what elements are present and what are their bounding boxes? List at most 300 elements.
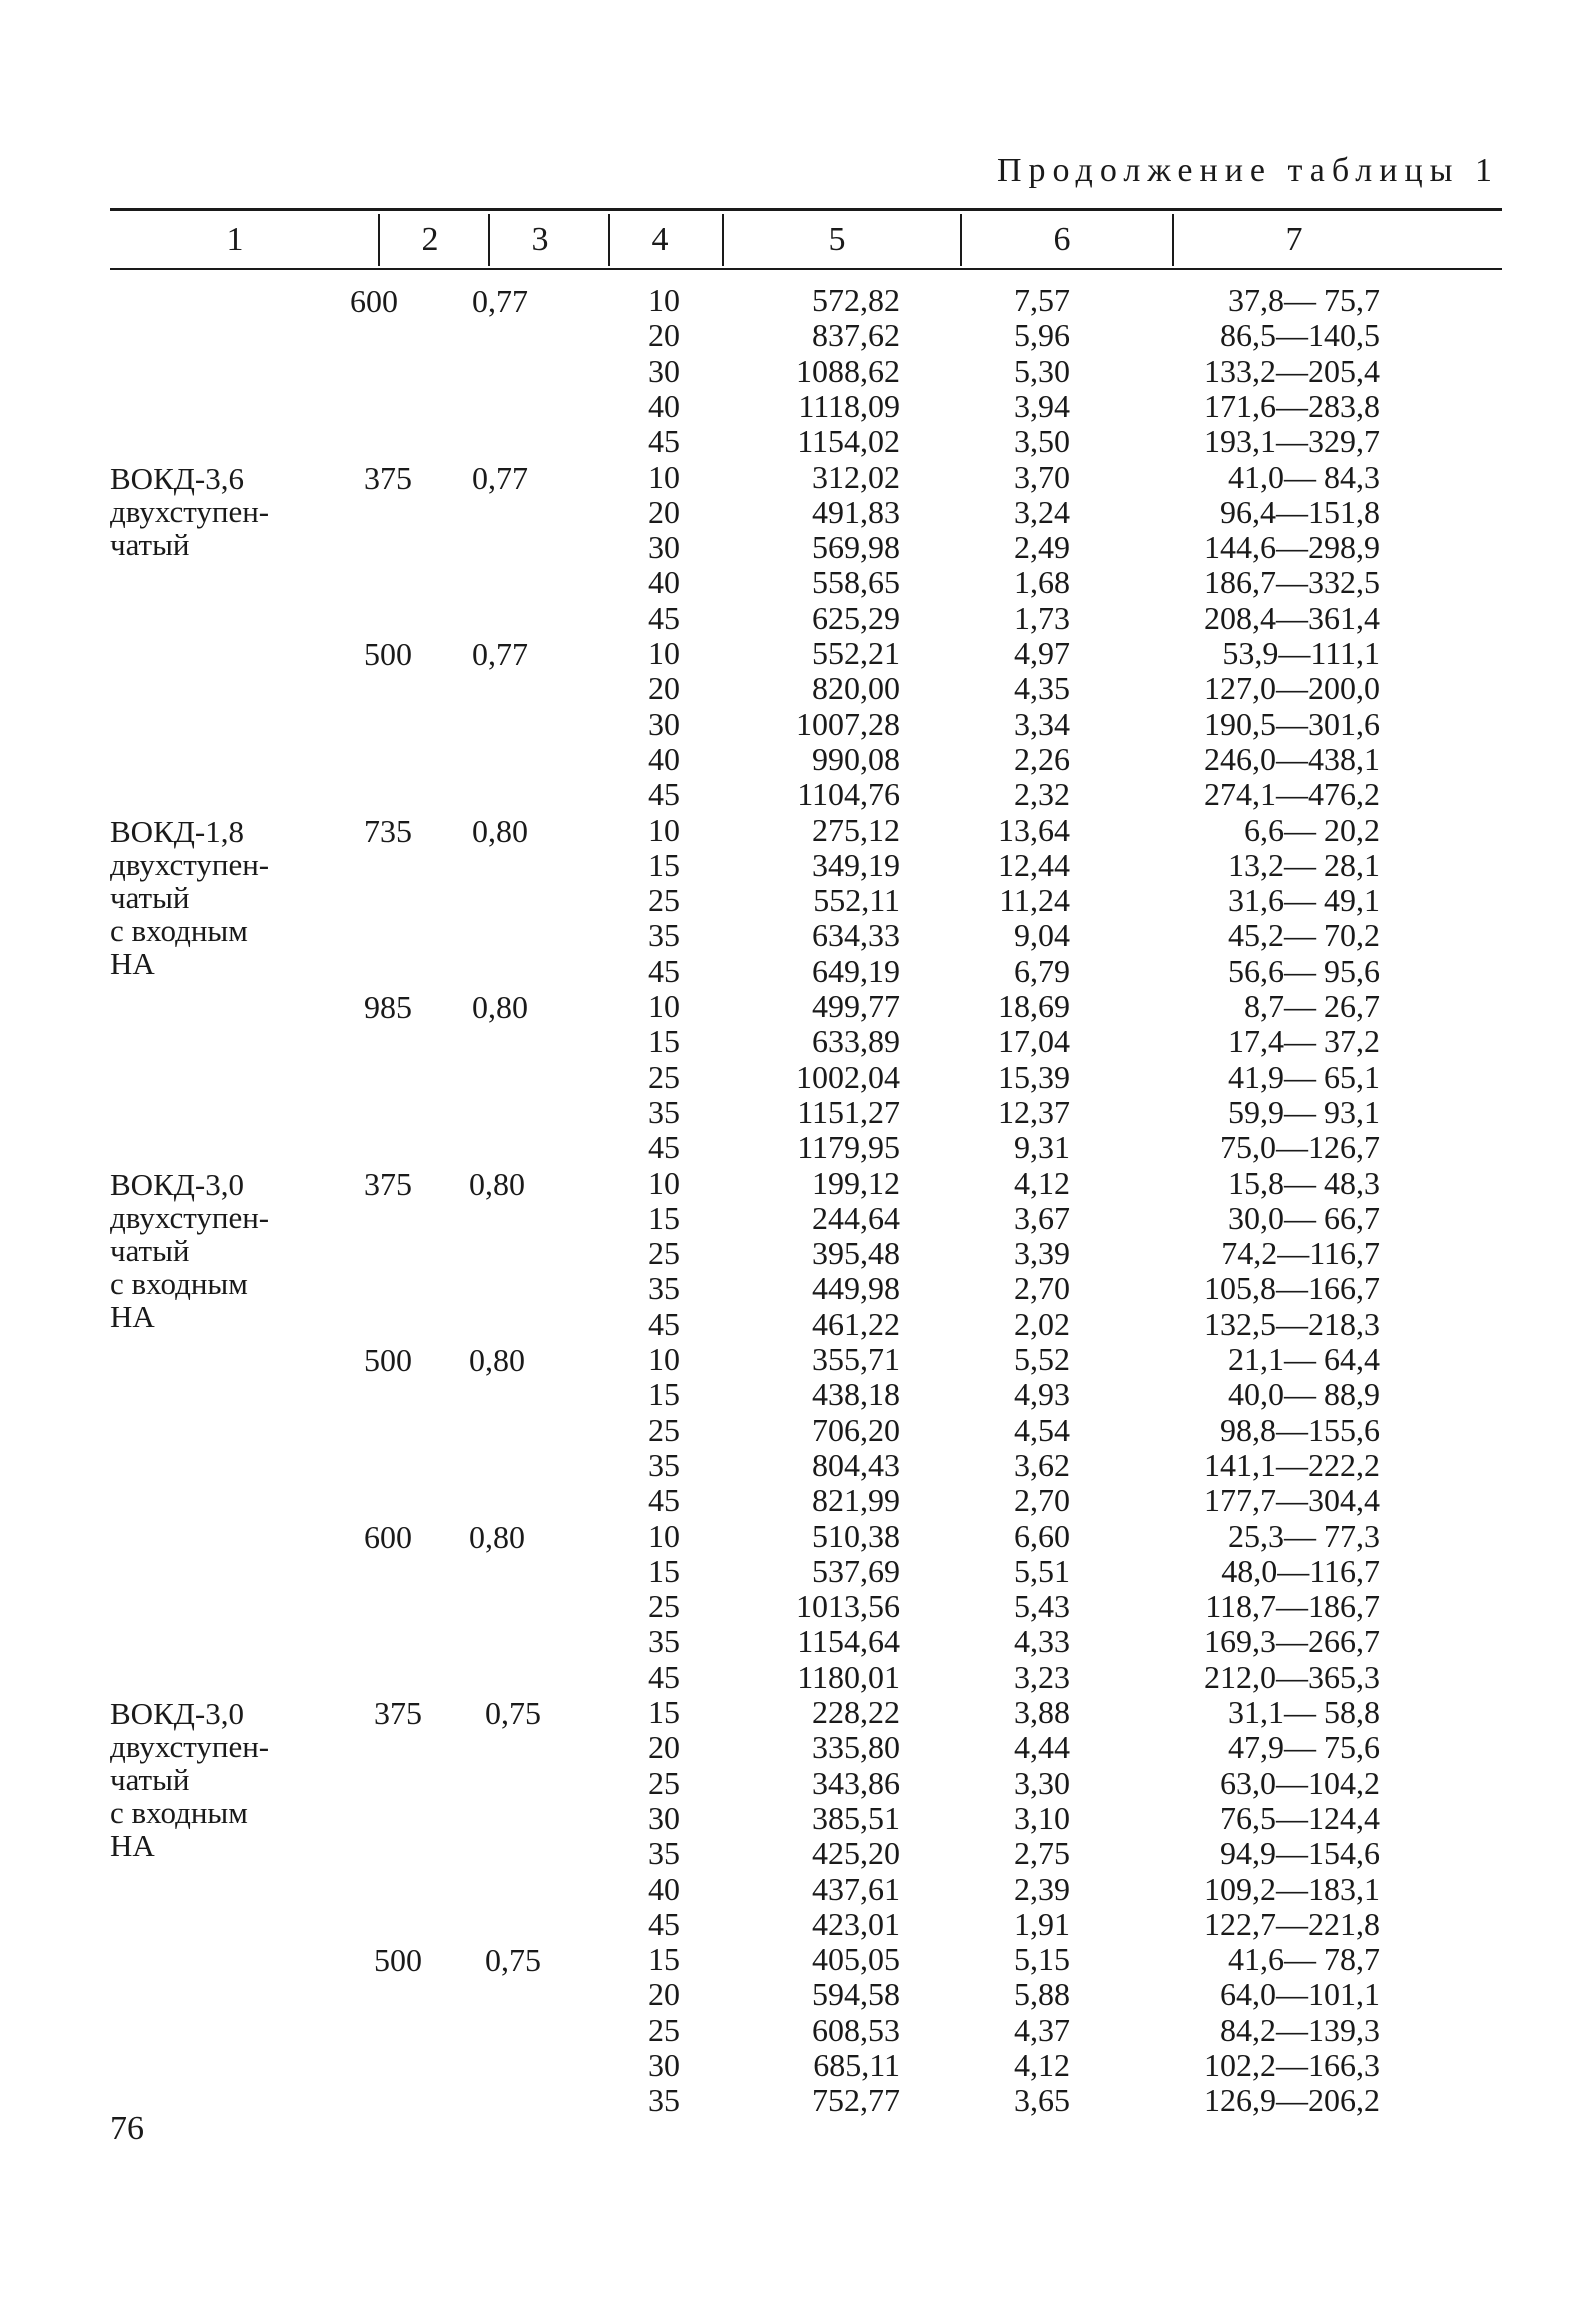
cell-col4: 25 (648, 1411, 680, 1448)
cell-col4: 40 (648, 1870, 680, 1907)
cell-col6: 1,91 (1014, 1905, 1070, 1942)
table-row (0, 318, 1595, 353)
table-row (0, 742, 1595, 777)
cell-col6: 1,73 (1014, 599, 1070, 636)
table-row (0, 424, 1595, 459)
col2-value: 600 (364, 1518, 412, 1555)
cell-col5: 558,65 (812, 564, 900, 601)
cell-col7: 126,9—206,2 (1204, 2082, 1380, 2119)
cell-col4: 10 (648, 988, 680, 1024)
cell-col7: 25,3— 77,3 (1228, 1517, 1380, 1554)
table-row (0, 777, 1595, 812)
table-row (0, 1271, 1595, 1306)
cell-col6: 4,12 (1014, 2047, 1070, 2083)
table-row (0, 1519, 1595, 1554)
cell-col6: 2,39 (1014, 1870, 1070, 1907)
table-row (0, 354, 1595, 389)
cell-col7: 171,6—283,8 (1204, 387, 1380, 424)
cell-col7: 141,1—222,2 (1204, 1446, 1380, 1483)
table-row (0, 671, 1595, 706)
table-row (0, 636, 1595, 671)
cell-col5: 537,69 (812, 1552, 900, 1589)
cell-col7: 132,5—218,3 (1204, 1305, 1380, 1342)
cell-col6: 5,43 (1014, 1588, 1070, 1625)
cell-col4: 30 (648, 1799, 680, 1836)
equipment-name-line: НА (110, 1828, 155, 1863)
cell-col4: 40 (648, 564, 680, 601)
cell-col6: 5,51 (1014, 1552, 1070, 1589)
cell-col7: 41,0— 84,3 (1228, 458, 1380, 495)
cell-col5: 199,12 (812, 1164, 900, 1201)
cell-col7: 122,7—221,8 (1204, 1905, 1380, 1942)
cell-col5: 228,22 (812, 1694, 900, 1730)
table-row (0, 848, 1595, 883)
equipment-name-line: ВОКД-3,6 (110, 460, 244, 496)
cell-col6: 3,30 (1014, 1764, 1070, 1801)
cell-col5: 1007,28 (796, 705, 900, 742)
table-row (0, 989, 1595, 1024)
cell-col7: 208,4—361,4 (1204, 599, 1380, 636)
cell-col5: 461,22 (812, 1305, 900, 1342)
table-row (0, 918, 1595, 953)
cell-col6: 6,79 (1014, 952, 1070, 989)
cell-col6: 4,44 (1014, 1729, 1070, 1766)
cell-col7: 21,1— 64,4 (1228, 1341, 1380, 1377)
table-row (0, 2048, 1595, 2083)
cell-col7: 75,0—126,7 (1220, 1129, 1380, 1166)
col3-value: 0,77 (472, 636, 528, 672)
cell-col6: 3,62 (1014, 1446, 1070, 1483)
equipment-name-line: двухступен- (110, 1729, 270, 1764)
cell-col5: 510,38 (812, 1517, 900, 1554)
cell-col6: 3,67 (1014, 1199, 1070, 1236)
cell-col5: 804,43 (812, 1446, 900, 1483)
cell-col7: 45,2— 70,2 (1228, 917, 1380, 954)
cell-col7: 56,6— 95,6 (1228, 952, 1380, 989)
cell-col6: 2,49 (1014, 529, 1070, 566)
cell-col7: 6,6— 20,2 (1244, 811, 1380, 848)
equipment-name-line: с входным (110, 1795, 248, 1830)
cell-col6: 9,31 (1014, 1129, 1070, 1166)
cell-col5: 438,18 (812, 1376, 900, 1413)
cell-col7: 74,2—116,7 (1221, 1235, 1380, 1272)
cell-col5: 349,19 (812, 846, 900, 883)
cell-col6: 4,12 (1014, 1164, 1070, 1201)
table-row (0, 565, 1595, 600)
cell-col4: 25 (648, 1235, 680, 1272)
cell-col5: 821,99 (812, 1482, 900, 1519)
cell-col5: 837,62 (812, 317, 900, 354)
cell-col7: 144,6—298,9 (1204, 529, 1380, 566)
cell-col5: 1180,01 (797, 1658, 900, 1695)
cell-col7: 127,0—200,0 (1204, 670, 1380, 707)
cell-col7: 37,8— 75,7 (1228, 282, 1380, 318)
cell-col4: 45 (648, 1482, 680, 1519)
cell-col7: 246,0—438,1 (1204, 740, 1380, 777)
table-row (0, 495, 1595, 530)
cell-col4: 20 (648, 1729, 680, 1766)
cell-col7: 30,0— 66,7 (1228, 1199, 1380, 1236)
header-col-4: 4 (651, 221, 669, 258)
table-row (0, 1201, 1595, 1236)
cell-col7: 76,5—124,4 (1220, 1799, 1380, 1836)
table-row (0, 1413, 1595, 1448)
cell-col6: 4,93 (1014, 1376, 1070, 1413)
col3-value: 0,80 (469, 1165, 525, 1202)
col2-value: 500 (364, 636, 412, 672)
col3-value: 0,80 (469, 1342, 525, 1378)
cell-col7: 274,1—476,2 (1204, 776, 1380, 813)
cell-col7: 31,1— 58,8 (1228, 1694, 1380, 1730)
cell-col4: 40 (648, 387, 680, 424)
table-row (0, 1907, 1595, 1942)
header-col-7: 7 (1285, 221, 1303, 258)
cell-col5: 752,77 (812, 2082, 900, 2119)
table-row (0, 1095, 1595, 1130)
cell-col5: 1088,62 (796, 352, 900, 389)
cell-col5: 1002,04 (796, 1058, 900, 1095)
cell-col7: 190,5—301,6 (1204, 705, 1380, 742)
table-row (0, 1766, 1595, 1801)
cell-col6: 1,68 (1014, 564, 1070, 601)
header-col-5: 5 (828, 221, 846, 258)
cell-col5: 1154,64 (797, 1623, 900, 1660)
cell-col4: 15 (648, 1552, 680, 1589)
cell-col4: 15 (648, 846, 680, 883)
table-row (0, 813, 1595, 848)
cell-col5: 343,86 (812, 1764, 900, 1801)
cell-col5: 1118,09 (798, 387, 900, 424)
table-row (0, 389, 1595, 424)
cell-col6: 5,30 (1014, 352, 1070, 389)
table-row (0, 1624, 1595, 1659)
cell-col4: 45 (648, 1129, 680, 1166)
cell-col7: 94,9—154,6 (1220, 1835, 1380, 1872)
cell-col5: 335,80 (812, 1729, 900, 1766)
cell-col6: 3,23 (1014, 1658, 1070, 1695)
cell-col5: 1154,02 (797, 423, 900, 460)
cell-col6: 2,26 (1014, 740, 1070, 777)
equipment-name-line: чатый (110, 1232, 190, 1268)
cell-col4: 10 (648, 1517, 680, 1554)
equipment-name-line: чатый (110, 1762, 190, 1797)
cell-col4: 30 (648, 705, 680, 742)
cell-col7: 17,4— 37,2 (1228, 1023, 1380, 1060)
cell-col4: 35 (648, 2082, 680, 2119)
cell-col5: 244,64 (812, 1199, 900, 1236)
cell-col6: 2,32 (1014, 776, 1070, 813)
cell-col6: 2,70 (1014, 1270, 1070, 1307)
table-row (0, 1801, 1595, 1836)
cell-col7: 109,2—183,1 (1204, 1870, 1380, 1907)
cell-col5: 633,89 (812, 1023, 900, 1060)
equipment-name-line: ВОКД-3,0 (110, 1696, 244, 1731)
cell-col7: 53,9—111,1 (1222, 635, 1380, 671)
cell-col7: 41,9— 65,1 (1228, 1058, 1380, 1095)
col2-value: 735 (364, 812, 412, 849)
cell-col5: 437,61 (812, 1870, 900, 1907)
cell-col7: 86,5—140,5 (1220, 317, 1380, 354)
cell-col7: 169,3—266,7 (1204, 1623, 1380, 1660)
table-row (0, 1060, 1595, 1095)
cell-col5: 990,08 (812, 740, 900, 777)
cell-col6: 5,52 (1014, 1341, 1070, 1377)
cell-col4: 10 (648, 1341, 680, 1377)
cell-col7: 48,0—116,7 (1221, 1552, 1380, 1589)
cell-col6: 7,57 (1014, 282, 1070, 318)
table-row (0, 1377, 1595, 1412)
equipment-name-line: ВОКД-3,0 (110, 1166, 244, 1202)
table-row (0, 2013, 1595, 2048)
cell-col5: 706,20 (812, 1411, 900, 1448)
cell-col5: 355,71 (812, 1341, 900, 1377)
cell-col4: 35 (648, 1270, 680, 1307)
cell-col4: 45 (648, 952, 680, 989)
col3-value: 0,75 (485, 1695, 541, 1731)
cell-col6: 2,02 (1014, 1305, 1070, 1342)
cell-col5: 395,48 (812, 1235, 900, 1272)
cell-col4: 45 (648, 1305, 680, 1342)
cell-col6: 2,70 (1014, 1482, 1070, 1519)
equipment-name-line: чатый (110, 879, 190, 915)
equipment-name-line: с входным (110, 1265, 248, 1301)
cell-col7: 212,0—365,3 (1204, 1658, 1380, 1695)
cell-col6: 3,50 (1014, 423, 1070, 460)
cell-col7: 98,8—155,6 (1220, 1411, 1380, 1448)
cell-col4: 10 (648, 811, 680, 848)
equipment-name-line: двухступен- (110, 1199, 270, 1235)
page-number: 76 (110, 2110, 144, 2147)
cell-col4: 45 (648, 423, 680, 460)
cell-col6: 4,97 (1014, 635, 1070, 671)
cell-col4: 15 (648, 1023, 680, 1060)
cell-col4: 15 (648, 1694, 680, 1730)
table-row (0, 1977, 1595, 2012)
table-row (0, 1695, 1595, 1730)
col3-value: 0,77 (472, 283, 528, 319)
cell-col4: 30 (648, 352, 680, 389)
table-row (0, 1130, 1595, 1165)
header-col-1: 1 (226, 221, 244, 258)
cell-col7: 31,6— 49,1 (1228, 882, 1380, 919)
cell-col5: 449,98 (812, 1270, 900, 1307)
table-row (0, 1660, 1595, 1695)
cell-col5: 594,58 (812, 1976, 900, 2013)
col2-value: 600 (350, 283, 398, 319)
table-row (0, 1589, 1595, 1624)
cell-col5: 634,33 (812, 917, 900, 954)
cell-col6: 3,10 (1014, 1799, 1070, 1836)
cell-col7: 118,7—186,7 (1205, 1588, 1380, 1625)
header-col-2: 2 (421, 221, 439, 258)
table-row (0, 1232, 1595, 1272)
equipment-name-line: чатый (110, 526, 190, 562)
cell-col5: 275,12 (812, 811, 900, 848)
cell-col7: 133,2—205,4 (1204, 352, 1380, 389)
cell-col7: 40,0— 88,9 (1228, 1376, 1380, 1413)
col3-value: 0,75 (485, 1942, 541, 1979)
cell-col7: 64,0—101,1 (1220, 1976, 1380, 2013)
cell-col7: 193,1—329,7 (1204, 423, 1380, 460)
cell-col6: 3,24 (1014, 493, 1070, 530)
cell-col4: 45 (648, 1905, 680, 1942)
cell-col4: 20 (648, 317, 680, 354)
table-row (0, 1836, 1595, 1871)
equipment-name-line: ВОКД-1,8 (110, 813, 244, 849)
cell-col5: 552,11 (813, 882, 900, 919)
cell-col4: 35 (648, 1623, 680, 1660)
cell-col6: 4,33 (1014, 1623, 1070, 1660)
table-row (0, 1730, 1595, 1765)
header-col-3: 3 (531, 221, 549, 258)
cell-col6: 4,54 (1014, 1411, 1070, 1448)
table-row (0, 1342, 1595, 1377)
table-row (0, 1166, 1595, 1201)
cell-col4: 15 (648, 1199, 680, 1236)
cell-col4: 10 (648, 458, 680, 495)
col3-value: 0,80 (472, 989, 528, 1025)
table-row (0, 879, 1595, 919)
table-row (0, 1483, 1595, 1518)
cell-col4: 35 (648, 1446, 680, 1483)
cell-col5: 608,53 (812, 2011, 900, 2048)
cell-col4: 35 (648, 917, 680, 954)
cell-col6: 3,88 (1014, 1694, 1070, 1730)
col3-value: 0,80 (469, 1518, 525, 1555)
cell-col4: 30 (648, 529, 680, 566)
equipment-name-line: двухступен- (110, 493, 270, 529)
cell-col4: 25 (648, 1588, 680, 1625)
table-row (0, 2083, 1595, 2118)
cell-col4: 10 (648, 282, 680, 318)
cell-col4: 40 (648, 740, 680, 777)
table-row (0, 283, 1595, 318)
cell-col6: 3,39 (1014, 1235, 1070, 1272)
table-row (0, 601, 1595, 636)
cell-col7: 63,0—104,2 (1220, 1764, 1380, 1801)
cell-col6: 3,34 (1014, 705, 1070, 742)
table-row (0, 1307, 1595, 1342)
cell-col5: 423,01 (812, 1905, 900, 1942)
cell-col7: 41,6— 78,7 (1228, 1941, 1380, 1978)
table-row (0, 526, 1595, 566)
cell-col6: 12,44 (998, 846, 1070, 883)
cell-col6: 11,24 (999, 882, 1070, 919)
table-row (0, 1872, 1595, 1907)
cell-col4: 25 (648, 882, 680, 919)
cell-col4: 25 (648, 1058, 680, 1095)
cell-col4: 15 (648, 1941, 680, 1978)
cell-col5: 425,20 (812, 1835, 900, 1872)
cell-col5: 552,21 (812, 635, 900, 671)
col3-value: 0,77 (472, 459, 528, 496)
cell-col4: 35 (648, 1093, 680, 1130)
cell-col7: 96,4—151,8 (1220, 493, 1380, 530)
cell-col4: 45 (648, 1658, 680, 1695)
cell-col6: 2,75 (1014, 1835, 1070, 1872)
cell-col6: 3,65 (1014, 2082, 1070, 2119)
cell-col5: 1151,27 (797, 1093, 900, 1130)
cell-col6: 3,70 (1014, 458, 1070, 495)
col2-value: 500 (374, 1942, 422, 1979)
cell-col4: 10 (648, 635, 680, 671)
table-row (0, 1554, 1595, 1589)
table-row (0, 1448, 1595, 1483)
equipment-name-line: двухступен- (110, 846, 270, 882)
table-row (0, 460, 1595, 495)
cell-col6: 5,88 (1014, 1976, 1070, 2013)
cell-col4: 35 (648, 1835, 680, 1872)
cell-col5: 649,19 (812, 952, 900, 989)
col2-value: 985 (364, 989, 412, 1025)
cell-col5: 405,05 (812, 1941, 900, 1978)
header-col-6: 6 (1053, 221, 1071, 258)
cell-col5: 685,11 (813, 2047, 900, 2083)
table-row (0, 1942, 1595, 1977)
cell-col5: 1104,76 (797, 776, 900, 813)
cell-col4: 25 (648, 2011, 680, 2048)
table-caption: Продолжение таблицы 1 (996, 152, 1499, 189)
cell-col7: 186,7—332,5 (1204, 564, 1380, 601)
cell-col5: 499,77 (812, 988, 900, 1024)
cell-col5: 491,83 (812, 493, 900, 530)
cell-col5: 625,29 (812, 599, 900, 636)
cell-col6: 13,64 (998, 811, 1070, 848)
table-row (0, 1024, 1595, 1059)
cell-col7: 102,2—166,3 (1204, 2047, 1380, 2083)
equipment-name-line: НА (110, 945, 155, 981)
col3-value: 0,80 (472, 812, 528, 849)
cell-col7: 15,8— 48,3 (1228, 1164, 1380, 1201)
cell-col5: 1013,56 (796, 1588, 900, 1625)
cell-col4: 20 (648, 670, 680, 707)
cell-col5: 385,51 (812, 1799, 900, 1836)
cell-col4: 25 (648, 1764, 680, 1801)
table-row (0, 954, 1595, 989)
cell-col6: 3,94 (1014, 387, 1070, 424)
cell-col5: 312,02 (812, 458, 900, 495)
cell-col6: 4,35 (1014, 670, 1070, 707)
cell-col4: 15 (648, 1376, 680, 1413)
cell-col6: 5,96 (1014, 317, 1070, 354)
table-row (0, 707, 1595, 742)
cell-col7: 105,8—166,7 (1204, 1270, 1380, 1307)
cell-col7: 13,2— 28,1 (1228, 846, 1380, 883)
col2-value: 500 (364, 1342, 412, 1378)
equipment-name-line: с входным (110, 912, 248, 948)
top-rule (110, 208, 1502, 211)
cell-col4: 20 (648, 1976, 680, 2013)
cell-col5: 1179,95 (797, 1129, 900, 1166)
cell-col6: 9,04 (1014, 917, 1070, 954)
cell-col6: 5,15 (1014, 1941, 1070, 1978)
cell-col4: 45 (648, 599, 680, 636)
cell-col6: 6,60 (1014, 1517, 1070, 1554)
cell-col4: 10 (648, 1164, 680, 1201)
header-rule (110, 268, 1502, 270)
cell-col7: 8,7— 26,7 (1244, 988, 1380, 1024)
col2-value: 375 (364, 459, 412, 496)
col2-value: 375 (374, 1695, 422, 1731)
cell-col5: 820,00 (812, 670, 900, 707)
cell-col6: 15,39 (998, 1058, 1070, 1095)
equipment-name-line: НА (110, 1298, 155, 1334)
cell-col6: 12,37 (998, 1093, 1070, 1130)
cell-col4: 20 (648, 493, 680, 530)
col2-value: 375 (364, 1165, 412, 1202)
cell-col7: 47,9— 75,6 (1228, 1729, 1380, 1766)
cell-col4: 45 (648, 776, 680, 813)
